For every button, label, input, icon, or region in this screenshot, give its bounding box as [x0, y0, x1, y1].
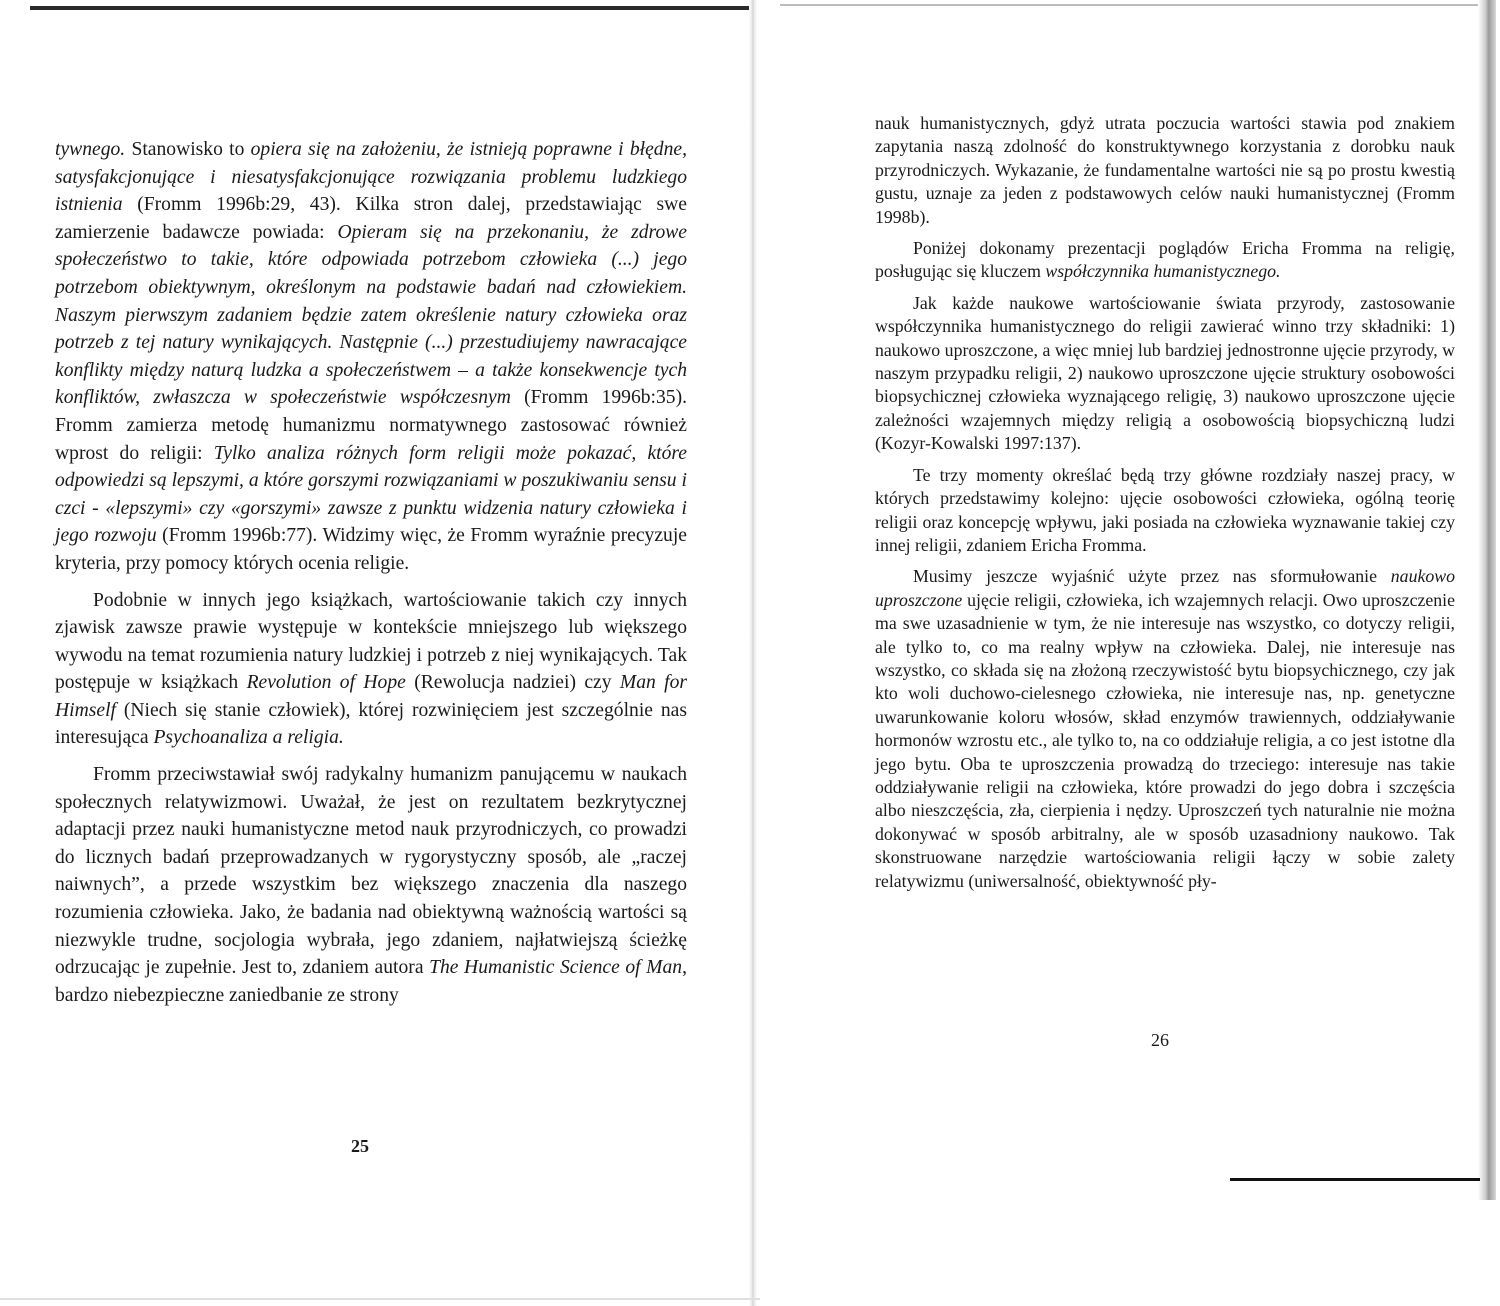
text-run: Stanowisko to: [125, 139, 251, 160]
book-gutter: [749, 0, 757, 1306]
paragraph: [875, 292, 1455, 456]
italic-text-run: Opieram się na przekonaniu, że zdrowe społeczeństwo to takie, które odpowiada potrzebom człowieka (...) jego potrzebom obiektywnym, określonym na podstawie badań nad człowiekiem. Naszym pierwszym zadaniem będzie zatem określenie natury człowieka oraz potrzeb z tej natury wynikających. Następnie (...) przestudiujemy nawracające konflikty między naturą ludzka a społeczeństwem – a także konsekwencje tych konfliktów, zwłaszcza w społeczeństwie współczesnym: [55, 221, 688, 409]
page-number-right: 26: [1151, 1030, 1169, 1050]
text-run: (Niech się stanie człowiek), której rozwinięciem jest szczególnie nas interesująca: [55, 699, 687, 749]
italic-text-run: tywnego.: [55, 139, 126, 160]
bottom-edge-shadow: [1230, 1178, 1480, 1181]
paragraph: [55, 761, 687, 1009]
text-run: nauk humanistycznych, gdyż utrata poczucia wartości stawia pod znakiem zapytania naszą zdolność do konstruktywnego korzystania z dorobku nauk przyrodniczych. Wykazanie, że fundamentalne wartości nie są po prostu kwestią gustu, uznaje za jeden z podstawowych celów nauki humanistycznej (Fromm 1998b).: [875, 113, 1455, 227]
paragraph: [875, 112, 1455, 229]
text-run: (Fromm 1996b:29, 43). Kilka stron dalej, przedstawiając swe zamierzenie badawcze powiada:: [55, 194, 687, 243]
italic-text-run: współczynnika humanistycznego.: [1045, 261, 1281, 282]
text-run: Podobnie w innych jego książkach, wartościowanie takich czy innych zjawisk zawsze prawie występuje w kontekście mniejszego lub większego wywodu na temat rozumienia natury ludzkiej i potrzeb z niej wynikających. Tak postępuje w książkach: [55, 589, 687, 694]
italic-text-run: opiera się na założeniu, że istnieją poprawne i błędne, satysfakcjonujące i niesatysfakcjonujące rozwiązania problemu ludzkiego istnienia: [55, 139, 687, 216]
paragraph: [875, 464, 1455, 558]
italic-text-run: Tylko analiza różnych form religii może pokazać, które odpowiedzi są lepszymi, a które gorszymi rozwiązaniami w poszukiwaniu sensu i czci - «lepszymi» czy «gorszymi» zawsze z punktu widzenia natury człowieka i jego rozwoju: [55, 442, 687, 547]
text-run: (Fromm 1996b:77). Widzimy więc, że Fromm wyraźnie precyzuje kryteria, przy pomocy których ocenia religie.: [55, 525, 687, 574]
top-edge-shadow-right: [780, 4, 1480, 6]
text-run: Musimy jeszcze wyjaśnić użyte przez nas sformułowanie: [913, 566, 1391, 587]
top-edge-shadow-left: [30, 6, 750, 10]
text-run: (Fromm 1996b:35). Fromm zamierza metodę humanizmu normatywnego zastosować również wprost do religii:: [55, 387, 687, 464]
paragraph: [55, 587, 687, 753]
italic-text-run: naukowo uproszczone: [875, 566, 1455, 610]
bottom-edge-line: [0, 1298, 760, 1300]
paragraph: [875, 237, 1455, 284]
italic-text-run: Man for Himself: [55, 672, 688, 721]
text-run: , bardzo niebezpieczne zaniedbanie ze strony: [55, 957, 687, 1006]
text-run: Te trzy momenty określać będą trzy główne rozdziały naszej pracy, w których przedstawimy kolejno: ujęcie osobowości człowieka, ogólną teorię religii oraz koncepcję wpływu, jaki posiada na człowieka wyznawanie takiej czy innej religii, zdaniem Ericha Fromma.: [875, 464, 1455, 555]
right-page-body: [875, 112, 1455, 893]
right-page-edge: [1478, 0, 1496, 1200]
paragraph: [55, 136, 687, 578]
text-run: (Rewolucja nadziei) czy: [405, 672, 620, 694]
text-run: Fromm przeciwstawiał swój radykalny humanizm panującemu w naukach społecznych relatywizmowi. Uważał, że jest on rezultatem bezkrytycznej adaptacji przez nauki humanistyczne metod nauk przyrodniczych, co prowadzi do licznych badań przeprowadzanych w rygorystyczny sposób, ale „raczej naiwnych”, a przede wszystkim bez większego znaczenia dla naszego rozumienia człowieka. Jako, że badania nad obiektywną ważnością wartości są niezwykle trudne, socjologia wybrała, jego zdaniem, najłatwiejszą ścieżkę odrzucając je zupełnie. Jest to, zdaniem autora: [55, 764, 687, 979]
text-run: Poniżej dokonamy prezentacji poglądów Ericha Fromma na religię, posługując się kluczem: [875, 238, 1455, 282]
text-run: Jak każde naukowe wartościowanie świata przyrody, zastosowanie współczynnika humanistycznego do religii zawierać winno trzy składniki: 1) naukowo uproszczone, a więc mniej lub bardziej jednostronne ujęcie przyrody, w naszym przypadku religii, 2) naukowo uproszczone ujęcie struktury osobowości biopsychicznej człowieka wyznającego religię, 3) naukowo uproszczone ujęcie zależności wzajemnych między religią a osobowością biopsychiczną ludzi (Kozyr-Kowalski 1997:137).: [875, 292, 1455, 454]
page-number-left: 25: [351, 1136, 369, 1156]
paragraph: [875, 565, 1455, 893]
italic-text-run: Revolution of Hope: [246, 672, 406, 694]
italic-text-run: The Humanistic Science of Man: [429, 957, 683, 979]
text-run: ujęcie religii, człowieka, ich wzajemnych relacji. Owo uproszczenie ma swe uzasadnienie w tym, że nie interesuje nas wszystko, co dotyczy religii, ale tylko to, co ma realny wpływ na człowieka. Dalej, nie interesuje nas wszystko, co składa się na złożoną rzeczywistość bytu biopsychicznego, czy jak kto woli duchowo-cielesnego człowieka, nie interesuje nas, np. genetyczne uwarunkowanie koloru włosów, skład enzymów trawiennych, oddziaływanie hormonów wzrostu etc., ale tylko to, na co oddziałuje religia, a co jest istotne dla jego bytu. Oba te uproszczenia prowadzą do trzeciego: interesuje nas takie oddziaływanie religii na człowieka, które prowadzi do jego dobra i szczęścia albo nieszczęścia, zła, cierpienia i nędzy. Uproszczeń tych naturalnie nie można dokonywać w sposób arbitralny, ale w sposób uzasadniony naukowo. Tak skonstruowane narzędzie wartościowania religii łączy w sobie zalety relatywizmu (uniwersalność, obiektywność pły-: [875, 589, 1455, 891]
italic-text-run: Psychoanaliza a religia.: [153, 727, 344, 749]
left-page-body: [55, 136, 687, 1009]
